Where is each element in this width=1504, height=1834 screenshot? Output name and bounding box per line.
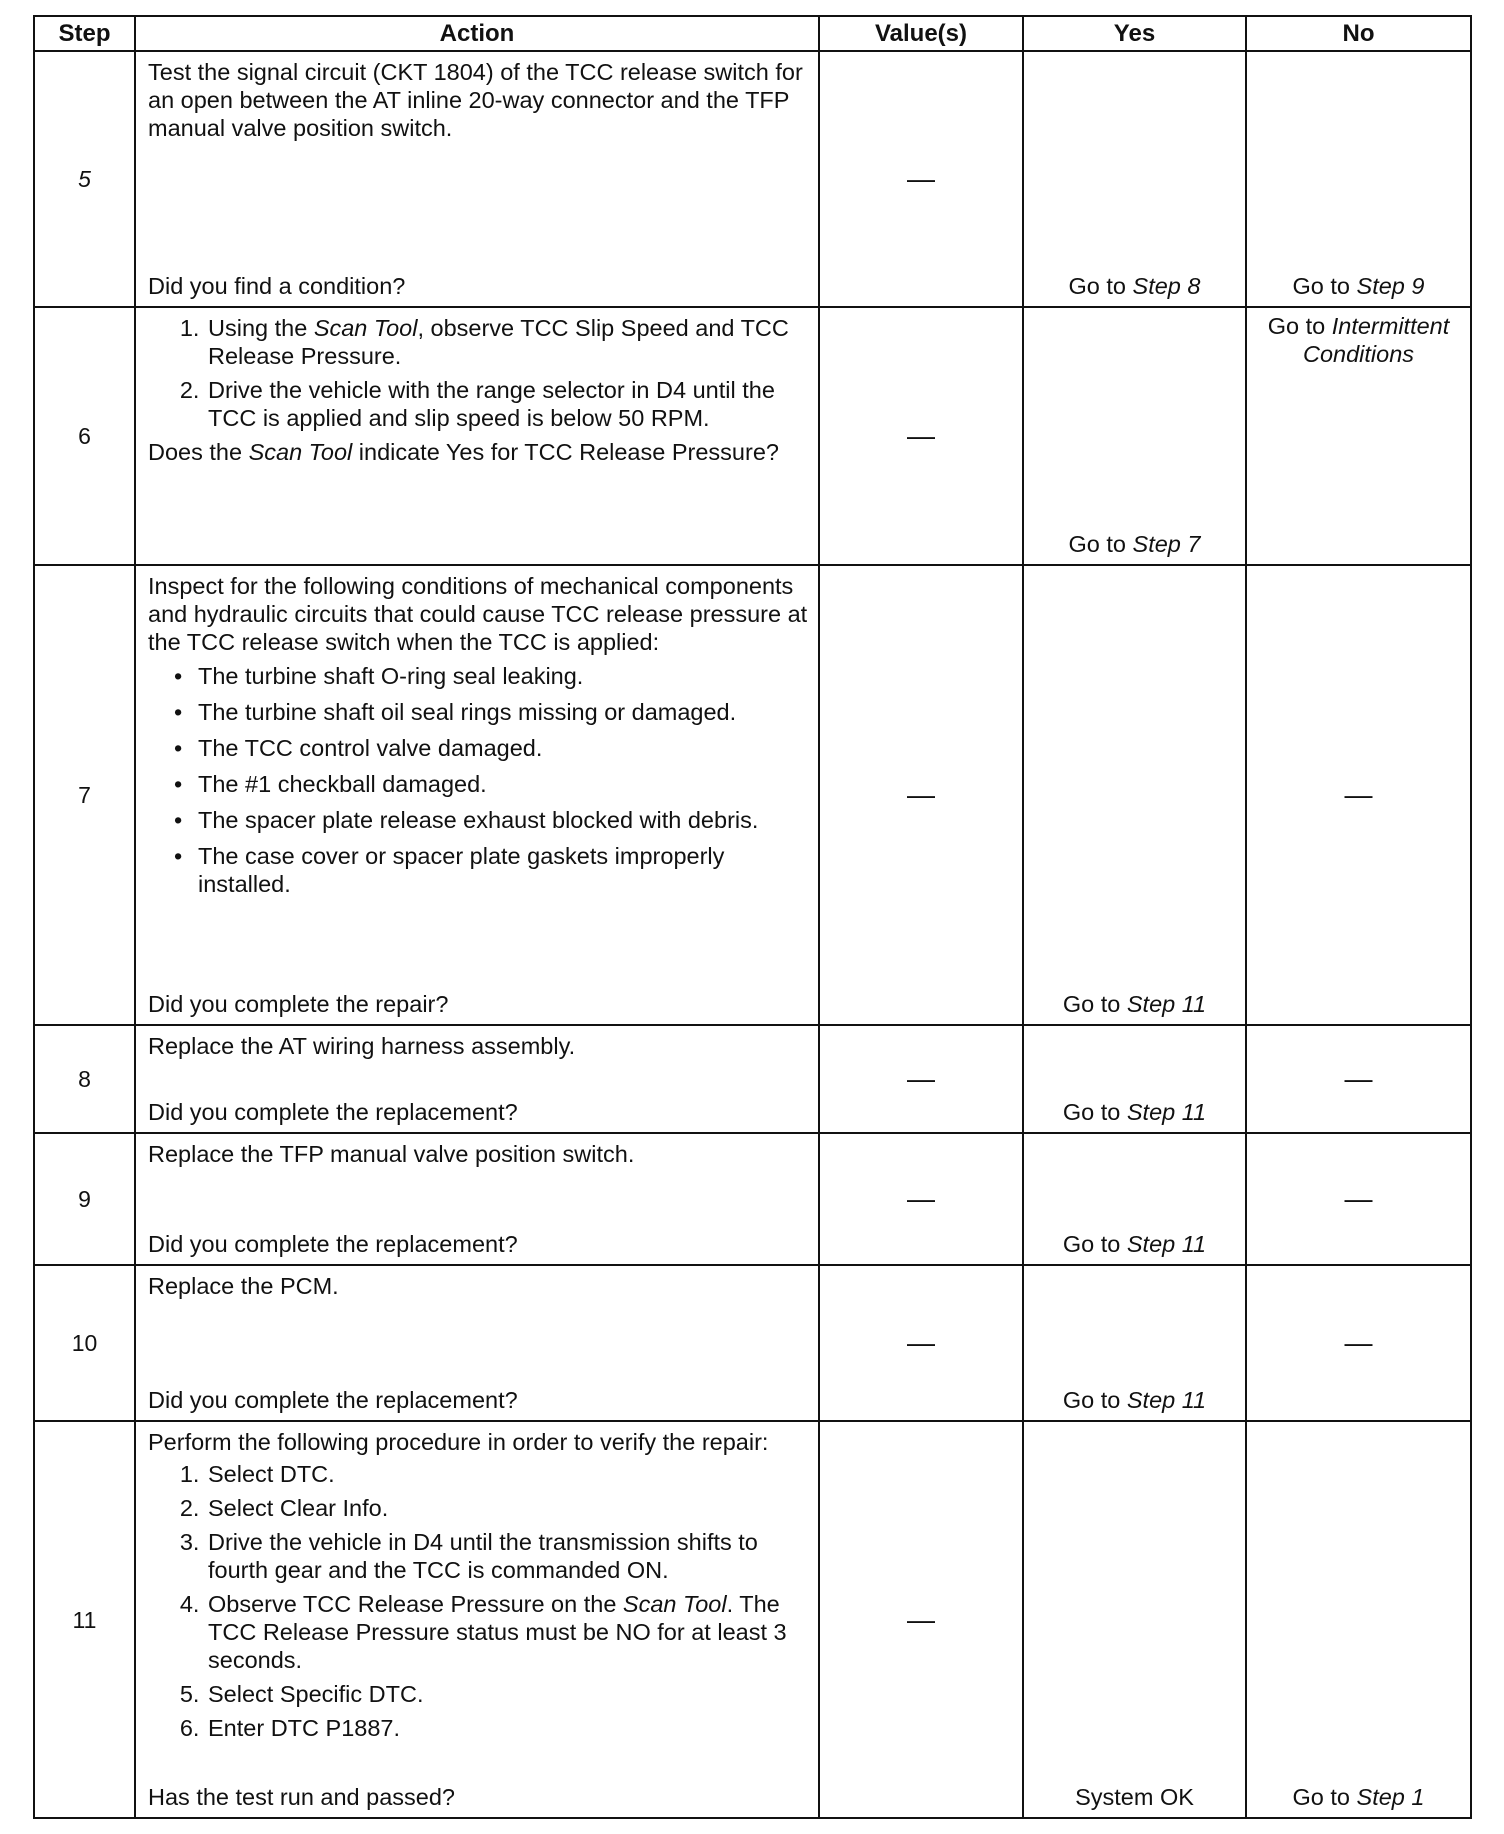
no-cell [1246, 1421, 1471, 1818]
action-cell [135, 1265, 819, 1421]
list-item: • The spacer plate release exhaust blocked with debris. [198, 806, 808, 834]
table-row [34, 51, 1471, 307]
no-cell [1246, 1265, 1471, 1421]
table-row [34, 1133, 1471, 1265]
header-action: Action [135, 16, 819, 51]
action-cell [135, 1133, 819, 1265]
value-dash: — [907, 1327, 935, 1358]
header-yes: Yes [1023, 16, 1246, 51]
yes-step-ref: Step 8 [1132, 273, 1201, 299]
no-prefix: Go to [1292, 1784, 1357, 1810]
action-text: Inspect for the following conditions of mechanical components and hydraulic circuits that could cause TCC release pressure at the TCC release switch when the TCC is applied: [148, 573, 808, 655]
no-prefix: Go to [1292, 273, 1357, 299]
no-dash: — [1344, 1063, 1373, 1094]
yes-step-ref: Step 11 [1126, 991, 1207, 1017]
action-cell [135, 307, 819, 565]
table-row [34, 1265, 1471, 1421]
condition-list [148, 662, 808, 906]
yes-prefix: Go to [1068, 273, 1133, 299]
action-text: Perform the following procedure in order to verify the repair: [148, 1429, 769, 1455]
yes-step-ref: Step 7 [1132, 531, 1201, 557]
diagnostic-table [33, 15, 1472, 1819]
header-step: Step [34, 16, 135, 51]
action-question: Did you complete the replacement? [148, 1387, 518, 1413]
no-dash: — [1344, 779, 1373, 810]
value-dash: — [907, 1063, 935, 1094]
header-row [34, 16, 1471, 51]
action-question: Did you complete the replacement? [148, 1099, 518, 1125]
value-dash: — [907, 1603, 935, 1635]
step-number: 6 [34, 307, 135, 565]
yes-cell [1023, 1133, 1246, 1265]
value-cell [819, 565, 1023, 1025]
yes-step-ref: Step 11 [1126, 1231, 1207, 1257]
no-cell [1246, 307, 1471, 565]
action-cell [135, 1421, 819, 1818]
procedure-steps [148, 1460, 808, 1748]
value-dash: — [907, 779, 935, 810]
action-text: Replace the TFP manual valve position switch. [148, 1141, 635, 1167]
no-dash: — [1344, 1183, 1373, 1214]
yes-link[interactable] [1063, 1230, 1206, 1258]
action-steps [148, 314, 808, 438]
list-item: • The turbine shaft O-ring seal leaking. [198, 662, 808, 690]
yes-prefix: Go to [1062, 991, 1127, 1017]
no-cell [1246, 1025, 1471, 1133]
yes-link[interactable] [1069, 530, 1201, 558]
table-row [34, 565, 1471, 1025]
no-dash: — [1344, 1327, 1373, 1358]
header-values: Value(s) [819, 16, 1023, 51]
table-row [34, 1421, 1471, 1818]
action-question: Does the Scan Tool indicate Yes for TCC Release Pressure? [148, 439, 779, 465]
value-dash: — [907, 1183, 935, 1214]
yes-result[interactable]: System OK [1075, 1784, 1194, 1810]
no-prefix: Go to [1267, 313, 1332, 339]
step-number: 11 [34, 1421, 135, 1818]
step-number: 10 [34, 1265, 135, 1421]
yes-cell [1023, 1421, 1246, 1818]
list-item: 2. Select Clear Info. [206, 1494, 808, 1522]
no-step-ref: Step 1 [1356, 1784, 1425, 1810]
list-item: • The turbine shaft oil seal rings missing or damaged. [198, 698, 808, 726]
list-item: 5. Select Specific DTC. [206, 1680, 808, 1708]
yes-prefix: Go to [1068, 531, 1133, 557]
no-link[interactable] [1293, 272, 1425, 300]
yes-prefix: Go to [1062, 1231, 1127, 1257]
header-no: No [1246, 16, 1471, 51]
list-item: 2. Drive the vehicle with the range selector in D4 until the TCC is applied and slip speed is below 50 RPM. [206, 376, 808, 432]
value-dash: — [907, 163, 935, 194]
value-cell [819, 307, 1023, 565]
no-link[interactable] [1253, 312, 1464, 368]
step-number: 8 [34, 1025, 135, 1133]
step-number: 9 [34, 1133, 135, 1265]
yes-cell [1023, 1265, 1246, 1421]
value-dash: — [907, 420, 935, 451]
action-question: Has the test run and passed? [148, 1784, 456, 1810]
no-cell [1246, 51, 1471, 307]
value-cell [819, 51, 1023, 307]
table-row [34, 1025, 1471, 1133]
yes-cell [1023, 565, 1246, 1025]
yes-link[interactable] [1069, 272, 1201, 300]
list-item: 1. Select DTC. [206, 1460, 808, 1488]
no-link[interactable] [1293, 1783, 1425, 1811]
action-question: Did you find a condition? [148, 273, 406, 299]
value-cell [819, 1265, 1023, 1421]
action-text: Replace the PCM. [148, 1273, 339, 1299]
value-cell [819, 1421, 1023, 1818]
action-cell [135, 565, 819, 1025]
value-cell [819, 1133, 1023, 1265]
no-cell [1246, 565, 1471, 1025]
step-number: 7 [34, 565, 135, 1025]
list-item: • The #1 checkball damaged. [198, 770, 808, 798]
action-question: Did you complete the replacement? [148, 1231, 518, 1257]
yes-cell [1023, 307, 1246, 565]
action-cell [135, 51, 819, 307]
action-question: Did you complete the repair? [148, 991, 449, 1017]
list-item: 6. Enter DTC P1887. [206, 1714, 808, 1742]
table-row [34, 307, 1471, 565]
action-text: Test the signal circuit (CKT 1804) of the TCC release switch for an open between the AT inline 20-way connector and the TFP manual valve position switch. [148, 59, 803, 141]
yes-link[interactable] [1063, 1386, 1206, 1414]
action-text: Replace the AT wiring harness assembly. [148, 1033, 576, 1059]
no-step-ref: Step 9 [1356, 273, 1425, 299]
yes-link[interactable] [1063, 1098, 1206, 1126]
action-cell [135, 1025, 819, 1133]
step-number: 5 [34, 51, 135, 307]
no-step-ref: Intermittent Conditions [1302, 313, 1450, 367]
yes-cell [1023, 51, 1246, 307]
yes-step-ref: Step 11 [1126, 1387, 1207, 1413]
yes-prefix: Go to [1062, 1099, 1127, 1125]
value-cell [819, 1025, 1023, 1133]
yes-prefix: Go to [1062, 1387, 1127, 1413]
list-item: 3. Drive the vehicle in D4 until the transmission shifts to fourth gear and the TCC is commanded ON. [206, 1528, 808, 1584]
list-item: • The TCC control valve damaged. [198, 734, 808, 762]
yes-link[interactable] [1063, 990, 1206, 1018]
list-item: 4. Observe TCC Release Pressure on the Scan Tool. The TCC Release Pressure status must be NO for at least 3 seconds. [206, 1590, 808, 1674]
yes-step-ref: Step 11 [1126, 1099, 1207, 1125]
no-cell [1246, 1133, 1471, 1265]
list-item: 1. Using the Scan Tool, observe TCC Slip Speed and TCC Release Pressure. [206, 314, 808, 370]
yes-cell [1023, 1025, 1246, 1133]
list-item: • The case cover or spacer plate gaskets improperly installed. [198, 842, 808, 898]
diagnostic-table-page [33, 15, 1470, 1817]
